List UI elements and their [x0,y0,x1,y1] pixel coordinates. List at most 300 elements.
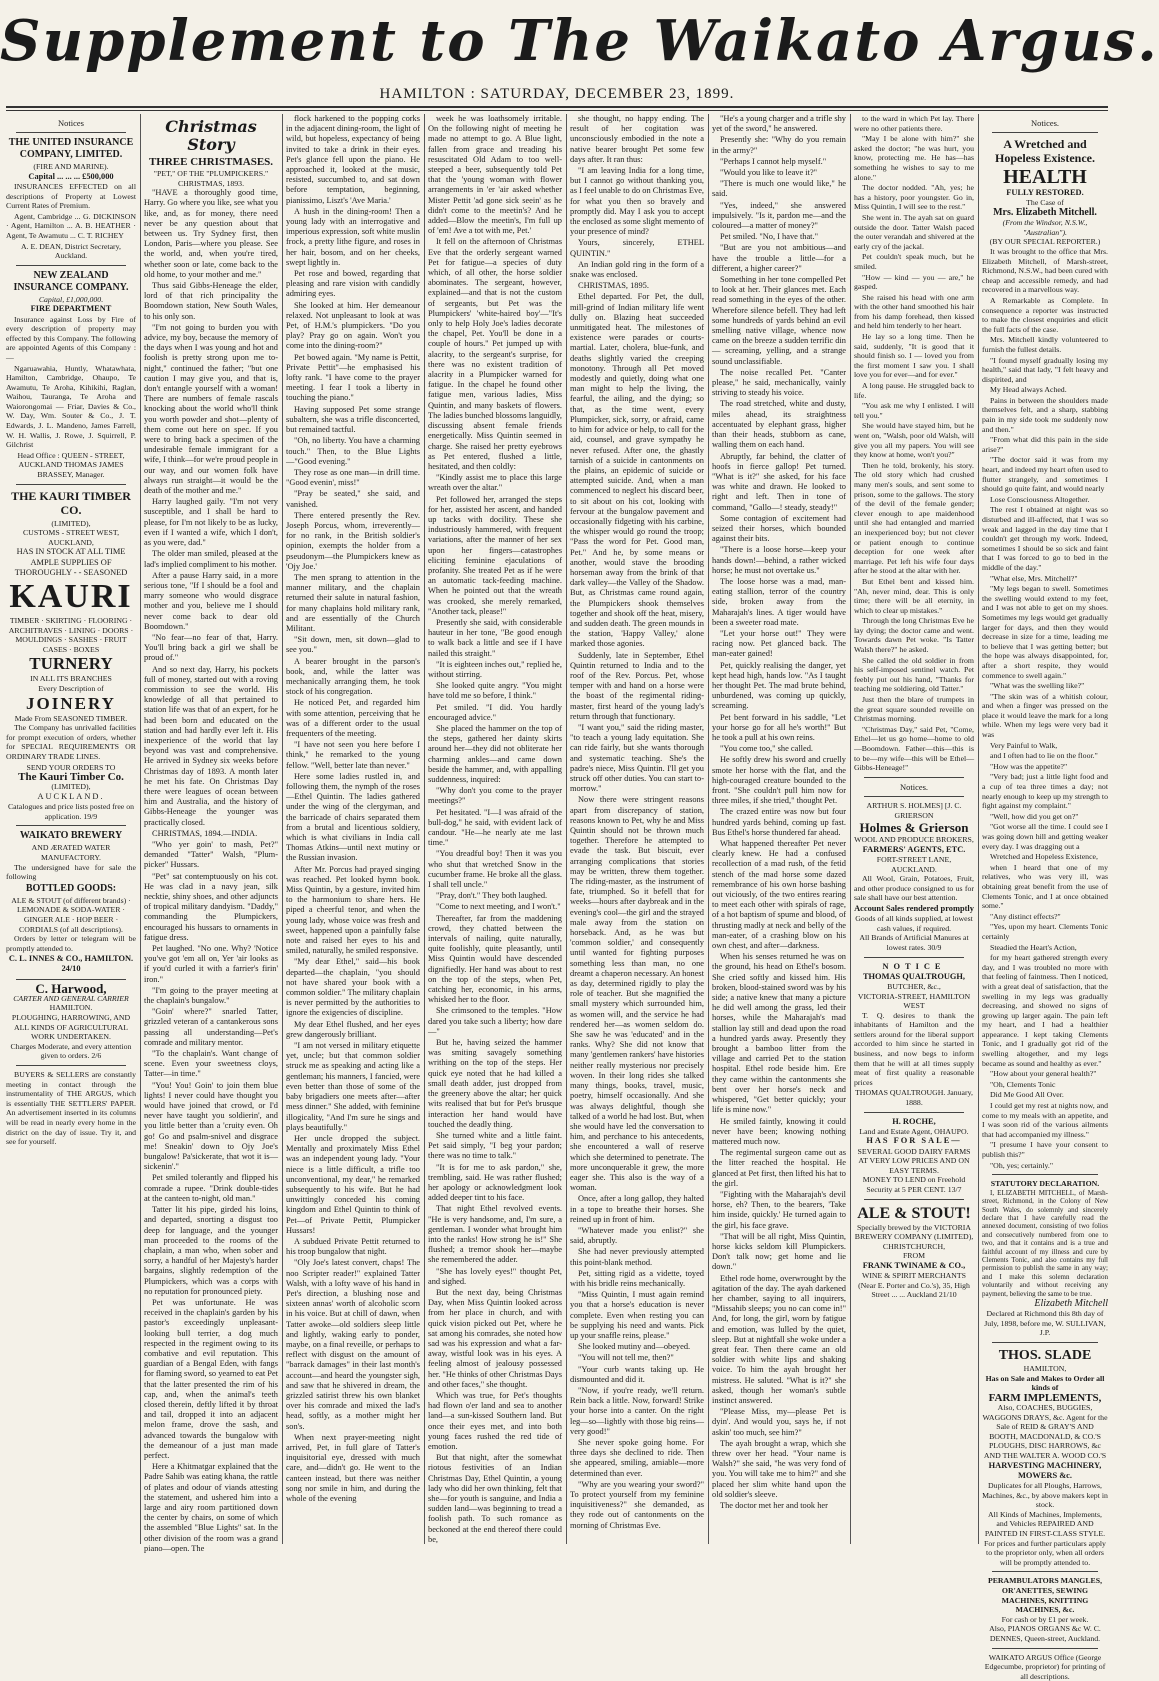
qualtrough: THOMAS QUALTROUGH, [862,971,966,981]
story-paragraph: Pet laughed. "No one. Why? 'Notice you've got 'em all on, Yer 'air looks as if you'd curled it with a farrier's firin' iron." [144,944,278,984]
kauri-ltd: (LIMITED), [51,518,91,528]
joinery-pre: Every Description of [38,684,104,693]
story-paragraph: "I'm going to the prayer meeting at the chaplain's bungalow." [144,985,278,1006]
col3-paragraph: After Mr. Porcus had prayed singing was reached. Pet looked hymn book. Miss Quintin, by a gesture, invited him to the harmonium to share hers. He piped a cheerful tenor, and when the young lady, whose voice was fresh and sweet, happened upon a painfully false note and raised her eyes to his and smiled, naturally, he smiled responsive. [286,864,420,956]
ins-agents: Agent, Cambridge ... G. DICKINSON · Agent, Hamilton ... A. B. HEATHER · Agent, Te Awamutu ... C. T. RICHEY [6,211,136,240]
divider [992,132,1098,133]
col4-paragraph: "Why don't you come to the prayer meetings?" [428,786,562,806]
butcher: BUTCHER, &c., [887,981,941,991]
col6-paragraph: "Would you like to leave it?" [720,168,818,178]
col6-paragraph: The regimental surgeon came out as the litter reached the hospital. He glanced at Pet first, then lifted his hat to the girl. [712,1148,846,1188]
col5-paragraph: "Why are you wearing your sword?" To protect yourself from my feminine inquisitiveness?" she demanded, as they rode out of cantonments on the morning of Christmas Eve. [570,1479,704,1530]
harwood-work: PLOUGHING, HARROWING, AND ALL KINDS OF AGRICULTURAL WORK UNDERTAKEN. [11,1013,131,1042]
ale-text: Specially brewed by the VICTORIA BREWERY COMPANY (LIMITED), CHRISTCHURCH, [854,1222,974,1251]
col3-paragraph: She looked at him. Her demeanour relaxed. Not unpleasant to look at was Pet, of H.M.'s plumpickers. "Do you play? Pray go on again. Won't you come into the dining-room?" [286,300,420,351]
column-story-2 [286,114,420,1544]
story-paragraph: Pet was unfortunate. He was received in the chaplain's garden by his pastor's exceedingly unpleasant-looking bull terrier, a dog much respected in the regiment owing to its combative and evil reputation. This guardian of a Bengal Eden, with fangs for flaming sword, so yearned to eat Pet that the latter presented the rim of his cap, and, when the animal's teeth closed therein, deftly lifted it by throat and tail, dropped it into an adjacent melon frame, drove the sash, and advanced towards the bungalow with the demeanour of a just man made perfect. [144,1297,278,1460]
fire-text: Insurance against Loss by Fire of every description of property may effected by this Company. The following are appointed Agents of this Company :— [6,314,136,362]
col7-paragraph: She called the old soldier in from his self-imposed sentinel watch. Pet feebly put out his hand, "Thanks for teaching me soldiering, old Tatter." [854,655,974,694]
col8-paragraph: "Well, how did you get on?" [990,811,1079,821]
aerated: AND ÆRATED WATER MANUFACTORY. [31,843,111,862]
col3-paragraph: Having supposed Pet some strange subaltern, she was a trifle disconcerted, but remained tactful. [286,404,420,435]
col6-paragraph: Pet smiled. "No, I have that." [720,232,819,242]
harvesting: HARVESTING MACHINERY, MOWERS &c. [988,1460,1102,1480]
duplicates: Duplicates for all Ploughs, Harrows, Machines, &c., by above makers kept in stock. [982,1481,1108,1510]
column-ads-2 [982,114,1108,1681]
story-paragraph: "To the chaplain's. Want change of scene. Even your sweetness cloys, Tatter—in time." [144,1049,278,1079]
col7-paragraph: But Ethel bent and kissed him. "Ah, never mind, dear. This is only time; there will be all eternity, in which to clear up mistakes." [854,576,974,615]
header-rule-thin [6,110,1108,111]
col3-paragraph: There entered presently the Rev. Joseph Porcus, whom, irreverently—for no rank, in the British soldier's opinion, exempts the holder from a pseudonym—the Plumpickers knew as 'Ojy Joe.' [286,510,420,571]
col5-paragraph: She had never previously attempted this point-blank method. [570,1247,704,1267]
holmes-text: All Wool, Grain, Potatoes, Fruit, and other produce consigned to us for sale shall have our best attention. [854,874,974,903]
twiname: FRANK TWINAME & CO., [862,1260,966,1270]
col8-paragraph: for my heart gathered strength every day, and I was troubled no more with that feeling of faintness. Then I noticed, with a great deal of satisfaction, that the swelling in my legs was gradually decreasing, and showed no signs of growing up larger again. The pain left my heart, and I had a healthier appearance. I kept taking Clements Tonic, and I gradually got rid of the swelling altogether, and my legs became as sound and healthy as ever." [982,953,1108,1068]
qualtrough-sign: THOMAS QUALTROUGH. January, 1888. [855,1088,973,1108]
col6-paragraph: "That will be all right, Miss Quintin, horse kicks seldom kill Plumpickers. Don't talk now; get home and lie down." [712,1231,846,1272]
col8-paragraph: "My legs began to swell. Sometimes the swelling would extend to my feet, and I was not able to get on my shoes. Sometimes my legs would get gradually larger for days, and then they would decrease in size for a time, leading me to believe that I was getting better; but the hope was always disappointed, for, after a short respite, they would commence to swell again." [982,584,1108,680]
col5-paragraph: "I am leaving India for a long time, but I cannot go without thanking you, as I feel unable to do on Christmas Eve, for what you then so bravely and promptly did. May I ask you to accept the enclosed as some slight memento of your presence of mind? [570,166,704,237]
ins-sub: (FIRE AND MARINE). [33,162,109,172]
divider [864,796,964,797]
col6-paragraph: Pet bent forward in his saddle, "Let your horse go for all he's worth!" But he took a pull at his own reins. [712,712,846,742]
prices: For prices and further particulars apply to the proprietor only, when all orders will be promptly attended to. [984,1538,1106,1567]
ins-capital: Capital ... ... ... £500,000 [28,171,114,181]
column-rule [708,114,709,1544]
col5-paragraph: Suddenly, late in September, Ethel Quintin returned to India and to the roof of the Rev. Porcus. Pet, whose temper with and hand on a horse were the boast of the regimental riding-master, first heard of the young lady's return through that functionary. [570,650,704,721]
col3-paragraph: "Oly Joe's latest convert, chaps! The noo Scripter reader!" explained Tatter Walsh, with a lofty wave of his hand in Pet's direction, a blushing nose and sixteen annas' worth of alcoholic scorn in his voice. But at chill of dawn, when Tatter awoke—old soldiers sleep little and lightly, waking early to ponder, maybe, on a final reveille, or perhaps to reflect with disgust on the amount of "barrack damages" in their last month's account—and heard the youngster sigh, and saw that he shivered in dream, the grizzled satirist threw his own blanket over his comrade and mixed the lad's head, softly, as a mother might her son's. [286,1258,420,1431]
col7-paragraphs [854,114,974,773]
masthead [0,0,1159,82]
col3-paragraph: Here some ladies rustled in, and following them, the nymph of the roses—Ethel Quintin. The ladies gathered under the wing of the clergyman, and the barricade of chairs separated them from a brutal and licentious soldiery, which is what civilians in India call Thomas Atkins—until next mutiny or the Russian invasion. [286,771,420,863]
head-office: Head Office : QUEEN - STREET, AUCKLAND THOMAS JAMES BRASSEY, Manager. [17,450,125,480]
col3-paragraphs [286,114,420,1504]
col8-paragraph: Very Painful to Walk, [990,740,1058,750]
ins-text: INSURANCES EFFECTED on all descriptions of Property at Lowest Current Rates of Premium. [6,182,136,211]
col6-paragraph: When his senses returned he was on the ground, his head on Ethel's bosom. She cried softly and kissed him. His broken, blood-stained sword was by his side; a native knew that many a picture he did well among the grass, led their horses, while the Maharajah's mad stallion lay still and dead upon the road a hundred yards away. Presently they brought a bamboo litter from the village and carried Pet to the station hospital. Ethel rode beside him. Ere they came within the cantonments she bent over her horse's neck and whispered, "Get better quickly; your life is mine now." [712,952,846,1115]
col4-paragraph: But that night, after the somewhat riotous festivities of an Indian Christmas Day, Ethel Quintin, a young lady who did her own thinking, felt that she—for youth is sanguine, and India a sudden land—was beginning to tread a foolish path. To such romance as beckoned at the end thereof there could be, [428,1453,562,1544]
col4-paragraph: "You dreadful boy! Then it was you who shut that wretched Snow in the cucumber frame. He broke all the glass. I shall tell uncle." [428,849,562,890]
col5-paragraph: She looked mutiny and—obeyed. [578,1342,691,1352]
col6-paragraph: "You come too," she called. [720,744,813,754]
col7-paragraph: "May I be alone with him?" she asked the doctor; "he was hurt, you know, protecting me. He has—has something he wishes to say to me alone." [854,134,974,182]
col5-paragraph: "Miss Quintin, I must again remind you that a horse's education is never complete. Even when resting you can be supplying his need and wants. Pick up your snaffle reins, please." [570,1290,704,1340]
story-paragraph: Tatter lit his pipe, girded his loins, and departed, snorting a disgust too deep for language, and the younger man proceeded to the rooms of the chaplain, a man who, when sober and sorry, a handful of her Majesty's harder bargains, slightly redemption of the Plumpickers, which was a corps with no reputation for pronounced piety. [144,1205,278,1296]
bottled-items: ALE & STOUT (of different brands) · LEMONADE & SODA-WATER · GINGER ALE · HOP BEER · CORDIALS (of all descriptions). [11,895,131,934]
col8-paragraph: My Head always Ached. [990,385,1067,395]
story-heading: Christmas Story [165,117,257,154]
column-story-4 [570,114,704,1544]
turnery: TURNERY [29,654,113,674]
col4-paragraph: "Pray, don't." They both laughed. [436,891,548,901]
col5-paragraph: Now there were stringent reasons apart from discrepancy of station, reasons known to Pet, why he and Miss Quintin should not be thrown much together. Therefore he attempted to evade the task. But biscuit, ever arranging complications that stories may be written, threw them together. The riding-master, as the instrument of fate, triumphed. So it befell that for weeks—hours after daybreak and in the evening's cool—the girl and the strayed male away from the station on horseback. And, as he was but 'common soldier,' and consequently until wanted for fighting purposes something less than man, no one dreamt a chaperon necessary. An honest as day, determined rigidly to play the role of teacher. But she magnified the small mystery which surrounded him, as women will, and the service he had rendered her—as women seldom do. She saw he was 'educated' and in the ranks. Why? She did not know that many 'gentlemen rankers' have histories neither really mysterious nor precisely woven. In their long rides she talked many things, books, travel, music, poetry, himself occasionally. And she was always delightful, though she talked of a world he had lost. But, when she would have led the conversation to him, and perchance to his antecedents, she encountered a wall of reserve which she determined to penetrate. The more unconquerable it grew, the more eager she. This also is the way of a woman. [570,795,704,1193]
pianos: Also, PIANOS ORGANS &c W. C. DENNES, Queen-street, Auckland. [989,1624,1101,1643]
holmes-sub: WOOL AND PRODUCE BROKERS, [854,835,974,845]
col5-paragraph: "Whatever made you enlist?" she said, abruptly. [570,1225,704,1246]
divider [16,825,126,826]
kauri-ltd2: (LIMITED), [51,782,91,792]
has-for-sale: HAS FOR SALE— [866,1136,962,1146]
ins-dean: A. E. DEAN, District Secretary, Auckland. [21,241,121,261]
roche: H. ROCHE, [892,1116,936,1126]
col3-paragraph: "Sit down, men, sit down—glad to see you." [286,635,420,655]
col6-paragraphs [712,114,846,1511]
story-paragraph: "I'm not going to burden you with advice, my boy, because the memory of the days when I was young and hot and foolish is pretty strong upon me to-night," continued the father; "but one caution I may give you, and that is, don't entangle yourself with a woman! There are numbers of female rascals knocking about the world who'll think you worth powder and shot—plenty of them come out here on spec. If you were to bring back a specimen of the undesirable female immigrant for a wife, I think—for we're proud people in our way, and our women folk have always run straight—it would be the death of the mother and me." [144,322,278,496]
col8-paragraph: "How about your general health?" [990,1069,1097,1079]
col7-paragraph: She would have stayed him, but he went on, "Walsh, poor old Walsh, will give you all my papers. You will see they know at home, won't you?" [854,421,974,460]
divider [992,1342,1098,1343]
mitchell-name: Mrs. Elizabeth Mitchell. [993,207,1097,218]
harwood-loc: HAMILTON. [49,1003,93,1013]
col4-paragraph: She placed the hammer on the top of the steps, gathered her dainty skirts around her—they did not obliterate her charming ankles—and came down beside the hammer, and, with appalling suddenness, inquired: [428,723,562,784]
col3-paragraph: Pet bowed again. "My name is Pettit, Private Pettit"—he emphasised his lofty rank. "I have come to the prayer meeting. I fear I took a liberty in touching the piano." [286,352,420,403]
col4-paragraph: "Come to next meeting, and I won't." [436,902,561,912]
reporter-note: (BY OUR SPECIAL REPORTER.) [989,237,1101,247]
col8-paragraph: The rest I obtained at night was so disturbed and ill-affected, that I was so weak and lagged in the day time that I couldn't get through my work. Indeed, sometimes I should be so sick and faint that I was forced to go to bed in the middle of the day." [982,505,1108,572]
story-paragraph: "No fear—no fear of that, Harry. You'll bring back a girl we shall be proud of." [144,632,278,663]
brewery-text: The undersigned have for sale the following [6,862,136,882]
divider [992,1174,1098,1175]
col7-paragraph: Through the long Christmas Eve he lay dying; the doctor came and went. Towards dawn Pet woke. "Is Tatter Walsh there?" he asked. [854,616,974,655]
story-paragraph: "HAVE a thoroughly good time, Harry. Go where you like, see what you like, and, as for money, there need never be any question about that between us. Try Sydney first, then London, Paris—where you please. See the world, and, when you're tired, whether soon or late, come back to the old home, to your mother and me." [144,188,278,279]
col8-paragraph: Steadied the Heart's Action, [990,942,1077,952]
col6-paragraph: The road stretched, white and dusty, miles ahead, its straightness accentuated by elephant grass, higher than their heads, stubborn as cane, walling them on each hand. [712,399,846,450]
col5-paragraph: "Your curb wants taking up. He dismounted and did it. [570,1364,704,1384]
divider [864,1199,964,1200]
notices-heading: Notices [58,118,84,128]
columns [6,114,1108,1681]
col4-paragraph: Which was true, for Pet's thoughts had flown o'er land and sea to another land—a sun-kissed Southern land. But once their eyes met, and into both young faces rushed the red tide of emotion. [428,1390,562,1451]
col7-paragraph: A long pause. He struggled back to life. [854,381,974,400]
col7-paragraph: He lay so a long time. Then he said, suddenly, "It is good that it should finish so. I — loved you from the first moment I saw you. I shall love you for ever—and for ever." [854,332,974,380]
story-paragraph: And so next day, Harry, his pockets full of money, started out with a roving commission to see the world. His knowledge of all that pertained to station life was that of an expert, for he had been born and educated on the station and had hardly ever left it. His inexperience of the world that lay beyond was vast and comprehensive. He arrived in Sydney six weeks before Christmas day of 1893. A month later he met his fate. On Christmas Day there were leagues of ocean between him and Australia, and the history of Gibbs-Heneage the younger was practically closed. [144,664,278,827]
perambulators: PERAMBULATORS MANGLES, OR'ANETTES, SEWING MACHINES, KNITTING MACHINES, &c. [987,1576,1103,1615]
col3-paragraph: A hush in the dining-room! Then a young lady with an interrogative and imperious expression, soft white muslin frock, a pretty lithe figure, and roses in her hair, bosom, and on her cheeks, swept lightly in. [286,206,420,267]
col3-paragraph: A subdued Private Pettit returned to his troop bungalow that night. [286,1236,420,1257]
col8-paragraph: "How was the appetite?" [990,761,1068,771]
dateline: HAMILTON : SATURDAY, DECEMBER 23, 1899. [379,86,735,102]
col4-paragraph: But he, having seized the hammer was smiting savagely something writhing on the top of the steps. Her quick eye noted that he had killed a small death adder, just dropped from the greenery above the altar; her quick wits realised that but for Pet's brusque interaction her hand would have touched the deadly thing. [428,1038,562,1129]
col8-paragraph: "Yes, upon my heart. Clements Tonic certainly [982,922,1108,941]
col8-paragraph: "Very bad; just a little light food and a cup of tea three times a day; not nearly enough to keep up my strength to fight against my complaint." [982,772,1108,811]
col4-paragraph: Presently she said, with considerable hauteur in her tone, "Be good enough to walk back a little and see if I have nailed this straight." [428,617,562,658]
col4-paragraph: "Kindly assist me to place this large wreath over the altar." [428,473,562,493]
case-of: The Case of [1026,198,1064,208]
col8-paragraph: "From what did this pain in the side arise?" [982,435,1108,454]
masthead-title: Supplement to The Waikato Argus. [0,8,1159,74]
col3-paragraph: They rose as one man—in drill time. "Good evenin', miss!" [286,467,420,488]
col8-paragraph: "What was the swelling like?" [990,681,1085,691]
col3-paragraph: Her uncle dropped the subject. Mentally and proximately Miss Ethel was an independent young lady. "Your niece is a little difficult, a trifle too unconventional, my dear," he remarked subsequently to his wife. But he had unwittingly conceded his coming kingdom and Ethel Quintin to think of Pet—of Private Pettit, Plumpicker Hussars! [286,1133,420,1235]
col3-paragraph: flock harkened to the popping corks in the adjacent dining-room, the light of wild, but hopeless, expectancy of being invited to take a drink in their eyes. Pet's glance fell upon the piano. He approached it, looked at the music, resisted, succumbed to, and sat down before temptation, beginning, pianissimo, Liszt's 'Ave Maria.' [286,114,420,205]
health-heading: HEALTH [1003,166,1087,189]
col8-paragraph: "The doctor said it was from my heart, and indeed my heart often used to flutter strangely, and sometimes I should go quite faint, and would nearly [982,455,1108,494]
column-rule [978,114,979,1544]
col7-paragraph: Then he told, brokenly, his story. The old story which had crushed many men's souls, and sent some to prison, some to the gallows. The story of the devil of the female gender; clever enough to ape maidenhood until she had entangled and married an inexperienced boy; but not clever or patient enough to continue deception for one week after marriage. Pet left his wife four days after he stood at the altar with her. [854,460,974,576]
col3-paragraph: "Pray be seated," she said, and vanished. [286,489,420,509]
story-paragraph: After a pause Harry said, in a more serious tone, "If I should be a fool and marry someone who would disgrace mother and you, believe me I should never come back to dear old Boomdown." [144,570,278,631]
nz-ins: NEW ZEALAND INSURANCE COMPANY. [13,269,129,293]
fire-dept: FIRE DEPARTMENT [30,304,112,314]
declared: Declared at Richmond this 8th day of July, 1898, before me, W. SULLIVAN, J.P. [984,1309,1106,1338]
divider [16,1065,126,1066]
twiname-sub: WINE & SPIRIT MERCHANTS [861,1271,967,1281]
col8-paragraph: "What else, Mrs. Mitchell?" [990,573,1078,583]
declaration: I, ELIZABETH MITCHELL, of Marsh-street, Richmond, in the Colony of New South Wales, do solemnly and sincerely declare that I have carefully read the annexed document, consisting of two folios and consecutively numbered from one to two, and that it contains and is a true and faithful account of my illness and cure by Clements Tonic, and also contains my full permission to publish the same in any way; and I make this solemn declaration voluntarily and without receiving any payment, believing the same to be true. [982,1188,1108,1298]
column-rule [566,114,567,1544]
qualtrough-text: T. Q. desires to thank the inhabitants of Hamilton and the settlers around for the liberal support accorded to him since he started in business, and now begs to inform them that he will at all times supply meat of first quality a reasonable prices [854,1010,974,1087]
story-paragraphs [144,188,278,1554]
roche-text: SEVERAL GOOD DAIRY FARMS AT VERY LOW PRICES AND ON EASY TERMS. [857,1146,971,1175]
col4-paragraph: That night Ethel revolved events. "He is very handsome, and, I'm sure, a gentleman. I wonder what brought him into the ranks! How strong he is!" She flushed; a tremor shook her—maybe she remembered the adder. [428,1204,562,1265]
col5-paragraph: "I want you," said the riding master, "to teach a young lady equitation. She can ride fairly, but she wants thorough and systematic teaching. She's the padre's niece, Miss Quintin. I'll get you struck off other duties. You can start to-morrow." [570,722,704,794]
col8-paragraph: Wretched and Hopeless Existence, [990,852,1098,862]
col8-paragraphs [982,247,1108,1170]
column-ads-1 [6,114,136,1544]
col5-paragraph: Ethel departed. For Pet, the dull, mill-grind of Indian military life went dully on. Blazing heat succeeded unmitigated heat. The milestones of existence were parades or courts-martial. Later, cholera, blue-funk, and deaths slightly varied the creeping monotony. Through all Pet moved modestly and quietly, doing what one man might to help the living, the fearful, the ailing, and the dying; so that, as the time went, every Plumpicker, sick, sorry, or afraid, came to him for advice or help, to call for the aid, counsel, and grave sympathy he never refused. After one, the ghastly tarnish of a suicide in cantonments on the plains, an epidemic of suicide or attempted suicide. And, when a man commenced to neglect his discard beer, to sit about on his cot, looking with fervour at the bungalow pavement and occasionally fidgeting with his carbine, the whisper would go round the troop; "Pass the word for Pet. Good man, Pet." And he, by some means or another, would stave the brooding horseman away from the brink of that dark valley—the Valley of the Shadow. But, as Christmas came round again, the Plumpickers shook themselves together and shook off the heat, misery, and sudden death. The green mounds in the station, 'Happy Valley,' alone marked those agonies. [570,292,704,649]
col4-paragraph: "She has lovely eyes!" thought Pet, and sighed. [428,1266,562,1286]
col8-paragraph: Did Me Good All Over. [990,1090,1064,1100]
col4-paragraph: But the next day, being Christmas Day, when Miss Quintin looked across from her place in church, and with quick vision picked out Pet, where he sat among his comrades, she noted how sad was his expression and what a far-away, wistful look was in his eyes. A feeling almost of jealousy possessed her. "He thinks of other Christmas Days and other faces," she thought. [428,1287,562,1389]
innes: C. L. INNES & CO., HAMILTON. 24/10 [8,954,134,974]
column-story-5 [712,114,846,1544]
cash-terms: For cash or by £1 per week. [1001,1614,1089,1624]
col7-paragraph: The doctor nodded. "Ah, yes; he has a history, poor youngster. Go in, Miss Quintin, I will see to the rest." [854,183,974,212]
divider [864,777,964,778]
col5-paragraph: Yours, sincerely, ETHEL QUINTIN." [570,238,704,258]
twiname-addr: (Near E. Porter and Co.'s), 35, High Street ... ... Auckland 21/10 [858,1280,970,1300]
col6-paragraph: Presently she: "Why do you remain in the army?" [712,135,846,155]
col8-paragraph: Lose Consciousness Altogether. [990,494,1090,504]
col8-paragraph: Mrs. Mitchell kindly volunteered to furnish the fullest details. [982,335,1108,354]
col6-paragraph: "Yes, indeed," she answered impulsively. "Is it, pardon me—and the coloured—a matter of money?" [712,200,846,231]
notices-heading-2: Notices. [899,781,929,792]
col8-paragraph: A Remarkable as Complete. In consequence a reporter was instructed to make the closest enquiries and elicit the full facts of the case. [982,295,1108,334]
col8-paragraph: when I heard that one of my relatives, who was very ill, was obtaining great benefit from the use of Clements Tonic, and I at once obtained some." [982,862,1108,911]
holmes-goods: Goods of all kinds supplied, at lowest cash values, if required. [855,914,973,933]
orders-note: Orders by letter or telegram will be promptly attended to. [6,934,136,953]
holmes-names: ARTHUR S. HOLMES] [J. C. GRIERSON [866,800,962,820]
bottled-goods: BOTTLED GOODS: [25,882,117,894]
divider [992,1571,1098,1572]
col7-paragraph: She went in. The ayah sat on guard outside the door. Tatter Walsh paced the outer verandah and shivered at the early cry of the jackal. [854,212,974,251]
column-story-1 [144,114,278,1553]
col5-paragraph: An Indian gold ring in the form of a snake was enclosed. [570,259,704,280]
joinery: JOINERY [26,693,116,713]
col6-paragraph: "Please Miss, my—please Pet is dyin'. And would you, says he, if not askin' too much, see him?" [712,1407,846,1437]
signature: Elizabeth Mitchell [1034,1298,1108,1310]
story-part1: CHRISTMAS, 1893. [177,178,245,188]
story-paragraph: CHRISTMAS, 1894.—INDIA. [152,828,258,838]
ale-stout: ALE & STOUT! [857,1204,971,1222]
story-byline: "PET," OF THE "PLUMPICKERS." [153,169,269,178]
col7-paragraph: Pet couldn't speak much, but he smiled. [854,252,974,271]
divider [992,1648,1098,1649]
col8-paragraph: "The skin was of a whitish colour, and when a finger was pressed on the place it would leave the mark for a long while. When my legs were very bad it was [982,691,1108,740]
col8-paragraph: "Got worse all the time. I could see I was going down hill and getting weaker every day. I was dragging out a [982,822,1108,851]
column-story-end-ads [854,114,974,1544]
column-rule [282,114,283,1544]
victoria-street: VICTORIA-STREET, HAMILTON WEST [857,991,971,1011]
col3-paragraph: "I am not versed in military etiquette yet, uncle; but that common soldier struck me as speaking and acting like a gentleman; his manners, I fancied, were even better than those of some of the baby brigadiers one meets after—after mess dinner." She added, with feminine illogicality, "And I'm sure he sings and plays beautifully." [286,1041,420,1132]
col4-paragraph: It fell on the afternoon of Christmas Eve that the orderly sergeant warned Pet for fatigue—a species of duty which, of all other, the horse soldier abominates. The sergeant, however, explained—and that is not the custom of sergeants, but Pet was the Plumpickers' 'white-haired boy'—"It's only to help Holy Joe's ladies decorate the chapel, Pet. You'll be done in a couple of hours." Pet jumped up with alacrity, to the sergeant's surprise, for there was no existent tradition of alacrity in a Plumpicker warned for fatigue. In the chapel he found other fatigue men, various ladies, Miss Quintin, and many baskets of flowers. The ladies bunched blossoms languidly, discussing absent female friends energetically. Miss Quintin seemed in charge. She raised her pretty eyebrows as Pet entered, flushed a little, hesitated, and then coldly: [428,237,562,471]
slade-loc: HAMILTON, [1023,1364,1067,1374]
story-paragraph: Pet smiled tolerantly and flipped his comrade a rupee. "Drink double-tides at the canteen to-night, old man." [144,1173,278,1203]
kauri-word: KAURI [9,578,133,616]
column-story-3 [428,114,562,1544]
kauri-note: The Company has unrivalled facilities for prompt execution of orders, whether for SPECIAL REQUIREMENTS OR ORDINARY TRADE LINES. [6,723,136,761]
col4-paragraph: "It is eighteen inches out," replied he, without stirring. [428,659,562,679]
col4-paragraphs [428,114,562,1545]
turnery-sub: IN ALL ITS BRANCHES [30,674,112,684]
col7-paragraph: to the ward in which Pet lay. There were no other patients there. [854,114,974,133]
col7-paragraph: She raised his head with one arm with the other hand smoothed his hair from his damp forehead, then kissed and held him tenderly to her heart. [854,292,974,331]
col5-paragraph: Pet, sitting rigid as a vidette, toyed with his bridle reins mechanically. [570,1268,704,1288]
column-rule [140,114,141,1544]
col8-paragraph: "I found myself gradually losing my health," said that lady, "I felt heavy and dispirited, and [982,355,1108,384]
col6-paragraph: The noise recalled Pet. "Canter please," he said, mechanically, vainly striving to steady his voice. [712,367,846,398]
farm-implements: FARM IMPLEMENTS, [988,1391,1102,1404]
col8-paragraph: "Oh, yes; certainly." [990,1160,1054,1170]
story-paragraph: Harry laughed gaily. "I'm not very susceptible, and I shall be hard to please, for I'm not likely to be as lucky, even if I wanted a wife, which I don't, as you were, dad." [144,497,278,548]
col6-paragraph: He softly drew his sword and cruelly smote her horse with the flat, and the high-couraged creature bounded to the front. "She couldn't pull him now for three miles, if she tried," thought Pet. [712,755,846,806]
fully-restored: FULLY RESTORED. [1006,188,1084,198]
divider [864,1112,964,1113]
col6-paragraph: He smiled faintly, knowing it could never have been; knowing nothing mattered much now. [712,1116,846,1146]
col3-paragraph: When next prayer-meeting night arrived, Pet, in full glare of Tatter's inquisitorial eye, dressed with much care, and—didn't go. He went to the canteen instead, but there was neither song nor smile in him, and during the whole of the evening [286,1432,420,1504]
divider [16,132,126,133]
col6-paragraph: Something in her tone compelled Pet to look at her. Their glances met. Each read something in the eyes of the other. Wherefore silence befell. They had left some hundreds of yards behind an evil smelling native village, whence now came on the breeze a sudden terrific din — screaming, yelling, and a strange sound unclassifiable. [712,275,846,366]
roche-sub: Land and Estate Agent, OHAUPO. [859,1126,969,1136]
kauri-stock: HAS IN STOCK AT ALL TIME AMPLE SUPPLIES OF THOROUGHLY - - SEASONED [14,547,128,577]
col4-paragraph: Thereafter, far from the maddening crowd, they chatted between the intervals of nailing, quite naturally, quite foolishly, quite pleasantly, until Miss Quintin would have descended dignifiedly. Her hand was about to rest on the top of the steps, when Pet, catching her, economic, in his arms, whisked her to the floor. [428,913,562,1005]
col8-paragraph: and I often had to lie on the floor." [990,751,1098,761]
catalogues: Catalogues and price lists posted free on application. 19/9 [7,802,134,821]
col5-paragraphs [570,114,704,1531]
holmes-farm: FARMERS' AGENTS, ETC. [862,844,966,854]
notice-heading: NOTICE [882,961,946,971]
col5-paragraph: CHRISTMAS, 1895. [578,281,649,291]
col5-paragraph: "You will not tell me, then?" [578,1353,674,1363]
col6-paragraph: Pet, quickly realising the danger, yet kept head high, hands low. "As I taught her thought Pet. The mad brute behind, unburdened, was coming up quickly, screaming. [712,660,846,711]
col6-paragraph: "There is a loose horse—keep your hands down!—behind, a rather wicked horse; he must not overtake us." [712,545,846,575]
col5-paragraph: She never spoke going home. For three days she declined to ride. Then she appeared, smiling, amiable—more determined than ever. [570,1438,704,1478]
col8-paragraph: I could get my rest at nights now, and come to my meals with an appetite, and I was soon rid of the various ailments that had accompanied my illness." [982,1101,1108,1139]
col6-paragraph: Abruptly, far behind, the clatter of hoofs in fierce gallop! Pet turned. "What is it?" she asked, for his face was white and drawn. He looked to right and left. Then in tone of command, "Gallo—! steady, steady!" [712,451,846,512]
col4-paragraph: She crimsoned to the temples. "How dared you take such a liberty; how dare—" [428,1006,562,1036]
story-paragraph: "You! You! Goin' to join them blue lights! I never could have thought you would have joined that crowd, or I'd never have taught you soldierin', and you little better than a 'cruity even. Oh go! Go and psalm-snivel and disgrace me! Sneakin' down to Ojy Joe's bungalow! Pa'sickerate, that wot it is—sickenin'." [144,1080,278,1172]
col3-paragraph: He noticed Pet, and regarded him with some attention, perceiving that he was of a different order to the usual frequenters of the meeting. [286,698,420,738]
col6-paragraph: The ayah brought a wrap, which she threw over her head. "Your name is Walsh?" she said, "he was very fond of you. You will take me to him?" and she placed her slim white hand upon the old soldier's sleeve. [712,1438,846,1499]
col5-paragraph: "Now, if you're ready, we'll return. Rein back a little. Now, forward! Strike your horse into a canter. On the right leg—so—lightly with those big reins—very good!" [570,1385,704,1436]
column-rule [424,114,425,1544]
divider [16,979,126,980]
holmes-addr: FORT-STREET LANE, AUCKLAND. [876,854,952,874]
story-paragraph: The older man smiled, pleased at the lad's implied compliment to his mother. [144,549,278,569]
column-rule [850,114,851,1544]
col8-paragraph: "Any distinct effects?" [990,911,1061,921]
story-paragraph: Here a Khitmatgar explained that the Padre Sahib was eating khana, the rattle of plates and odour of viands attesting the statement, and ushered him into a large and airy room partitioned down the center by chairs, on some of which the assembled "Blue Lights" sat. In the other division of the room was a grand piano—open. The [144,1462,278,1553]
col5-paragraph: Once, after a long gallop, they halted in a tope to breathe their horses. She reined up in front of him. [570,1194,704,1224]
nz-capital: Capital, £1,000,000. [38,294,104,304]
col7-paragraph: "Christmas Day," said Pet, "Come, Ethel—let us go home—home to old—Boomdown. Father—this—this is to be—my wife—this will be Ethel—Gibbs-Heneage!" [854,724,974,773]
holmes-manure: All Brands of Artificial Manures at lowest rates. 30/9 [859,933,969,952]
ins-name: THE UNITED INSURANCE COMPANY, LIMITED. [8,137,134,161]
auckland: AUCKLAND. [37,791,105,801]
col3-paragraph: My dear Ethel flushed, and her eyes grew dangerously brilliant. [286,1019,420,1039]
col8-paragraph: "I presume I have your consent to publish this?" [982,1140,1108,1160]
slade-items: Also, COACHES, BUGGIES, WAGGONS DRAYS, &c. Agent for the Sale of REID & GRAY'S AND BOOTH, MACDONALD, & CO.'S PLOUGHS, DISC HARROWS, &c AND THE WALTER A. WOOD CO.'S [982,1403,1108,1461]
brewery: WAIKATO BREWERY [19,830,123,842]
holmes-grierson: Holmes & Grierson [859,820,969,836]
harwood-sub: CARTER AND GENERAL CARRIER [13,993,129,1003]
notices-heading-3: Notices. [1030,118,1060,128]
col4-paragraph: Pet followed her, arranged the steps for her, assisted her ascent, and handed up tacks with docility. These she industriously hammered, with frequent variations, after the manner of her sex upon her fingers—catastrophes eliciting feminine ejaculations of profanity. She treated Pet as if he were an automatic tack-feeding machine. When he pointed out that the wreath was crooked, she merely remarked, "Another tack, please!" [428,494,562,616]
col6-paragraph: "Perhaps I cannot help myself." [720,156,827,166]
col5-paragraph: she thought, no happy ending. The result of her cogitation was unconsciously embodied in the note a native bearer brought Pet some few days after. It ran thus: [570,114,704,164]
holmes-acc: Account Sales rendered promptly [854,903,974,913]
roche-money: MONEY TO LEND on Freehold Security at 5 PER CENT. 13/7 [862,1175,966,1195]
col8-paragraph: "Oh, Clements Tonic [990,1079,1056,1089]
kauri-addr: CUSTOMS - STREET WEST, AUCKLAND, [22,528,120,547]
col6-paragraph: What happened thereafter Pet never clearly knew. He had a confused recollection of a mad rush, of the fetid stench of the mad horse some dazed remembrance of his own horse bashing out viciously, of the two entires rearing to meet each other with spirals of rage, of a hot baptism of spume and blood, of thrusting madly at neck and belly of the man-eater, of a crashing blow on his own chest, and after—darkness. [712,839,846,951]
buyers-sellers: BUYERS & SELLERS are constantly meeting in contact through the instrumentality of THE ARGUS, which is essentially THE SETTLERS' PAPER. An advertisement inserted in its columns will be read in nearly every home in the district on the day of issue. Try it, and see for yourself. [6,1070,136,1147]
col4-paragraph: She looked quite angry. "You might have told me so before, I think." [428,681,562,701]
col4-paragraph: She turned white and a little faint. Pet said simply, "I beg your pardon; there was no time to talk." [428,1130,562,1161]
col3-paragraph: The men sprang to attention in the manner military, and the chaplain returned their salute in natural fashion, for many chaplains hold military rank, and are essentially of the Church Militant. [286,572,420,633]
col4-paragraph: "It is for me to ask pardon," she, trembling, said. He was rather flushed; her apology or acknowledgment look added deeper tint to his face. [428,1162,562,1203]
col6-paragraph: Ethel rode home, overwrought by the agitation of the day. The ayah darkened her chamber, saying to all inquirers, "Missahib sleeps; you no can come in!" And, for long, the girl, worn by fatigue and emotion, was lulled by the quiet, sleep. But at nightfall she woke under a great fear. Then there came an old soldier with white lips and shaking voice. To him the ayah brought her mistress. He saluted. "What is it?" she asked, though her woman's subtle instinct answered. [712,1273,846,1405]
col4-paragraph: Pet smiled. "I did. You hardly encouraged advice." [428,702,562,722]
story-paragraph: "Who yer goin' to mash, Pet?" demanded "Tatter" Walsh, "Plum-picker" Hussars. [144,839,278,870]
col7-paragraph: Just then the blare of trumpets in the great square sounded reveille on Christmas morning. [854,695,974,724]
col4-paragraph: week he was loathsomely irritable. On the following night of meeting he made no attempt to go. A Blue light, fallen from grace and treading his resuscitated Old Adam to too well-steeped a beer, subsequently told Pet that the 'young woman with flower arrangements in 'er 'air asked whether Mister Pettit 'ad gone sick seein' as he didn't come to the meetin's? And he added—Blow the meetin's, I'm full up of 'em! Ave a tot with me, Pet.' [428,114,562,236]
col6-paragraph: "He's a young charger and a trifle shy yet of the sword," he answered. [712,114,846,134]
wretched-heading: A Wretched and Hopeless Existence. [995,137,1095,166]
col6-paragraph: The loose horse was a mad, man-eating stallion, terror of the country side, broken away from the Maharajah's lines. A tiger would have been a sweeter road mate. [712,576,846,627]
col3-paragraph: "I have not seen you here before I think," he remarked to the young fellow. "Well, better late than never." [286,740,420,770]
story-paragraph: "Goin' where?" snarled Tatter, grizzled veteran of a cantankerous sons passing all understanding—Pet's comrade and military mentor. [144,1007,278,1047]
harwood: C. Harwood, [35,980,107,996]
all-kinds: All Kinds of Machines, Implements, and Vehicles REPAIRED AND PAINTED IN FIRST-CLASS STYLE. [984,1509,1106,1538]
col6-paragraph: "Let your horse out!" They were racing now. Pet glanced back. The man-eater gained! [712,628,846,659]
divider [16,265,126,266]
story-title: THREE CHRISTMASES. [148,156,274,168]
kauri-co2: The Kauri Timber Co. [18,771,124,784]
col6-paragraph: "Fighting with the Maharajah's devil horse, eh? Then, to the bearers, 'Take him inside, quickly.' He turned again to the girl, his face grave. [712,1189,846,1230]
col3-paragraph: "Oh, no liberty. You have a charming touch." Then, to the Blue Lights—"Good evening." [286,436,420,466]
slade: THOS. SLADE [998,1348,1092,1364]
col3-paragraph: Pet rose and bowed, regarding that pleasing and rare vision with candidly admiring eyes. [286,269,420,299]
statutory: STATUTORY DECLARATION. [990,1179,1100,1189]
col8-paragraph: Pains in between the shoulders made themselves felt, and a sharp, stabbing pain in my side took me suddenly now and then." [982,395,1108,434]
kauri-co: THE KAURI TIMBER CO. [11,488,131,517]
harwood-charges: Charges Moderate, and every attention given to orders. 2/6 [10,1041,132,1061]
col3-paragraph: A bearer brought in the parson's book, and, while the latter was mechanically arranging them, he took stock of his congregation. [286,656,420,697]
col7-paragraph: "How — kind — you — are," he gasped. [854,272,974,292]
col6-paragraph: Some contagion of excitement had seized their horses, which bounded against their bits. [712,513,846,544]
header-rule [6,106,1108,108]
source-note: (From the Windsor, N.S.W., "Australian"). [1002,218,1088,237]
slade-text: Has on Sale and Makes to Order all kinds of [985,1373,1105,1393]
from-label: FROM [902,1251,926,1261]
divider [16,484,126,485]
joinery-sub: Made From SEASONED TIMBER. [14,713,128,723]
argus-office: WAIKATO ARGUS Office (George Edgecumbe, proprietor) for printing of all descriptions. [984,1652,1106,1681]
agent-list: Ngaruawahia, Huntly, Whatawhata, Hamilton, Cambridge, Ohaupo, Te Awamutu, Te Aroha, Kihikihi, Raglan, Waihou, Tauranga, Te Aroha and Waiorongomai — Friar, Davies & Co., W. Day, Wm. Souter & Co., J. T. Edwards, J. L. Mandeno, James Farrell, W. H. Wallis, J. Rowe, J. Squirrell, P. Gilchrist [6,363,136,450]
col6-paragraph: The crazed entire was now but four hundred yards behind, coming up fast. Bus Ethel's horse thundered far ahead. [712,807,846,837]
story-paragraph: "Pet" sat contemptuously on his cot. He was clad in a navy jean, silk necktie, shiny shoes, and other adjuncts of tropical military dandyism. "Daddy," commanding the Plumpickers, encouraged his hussars to ornaments in fatigue dress. [144,871,278,942]
